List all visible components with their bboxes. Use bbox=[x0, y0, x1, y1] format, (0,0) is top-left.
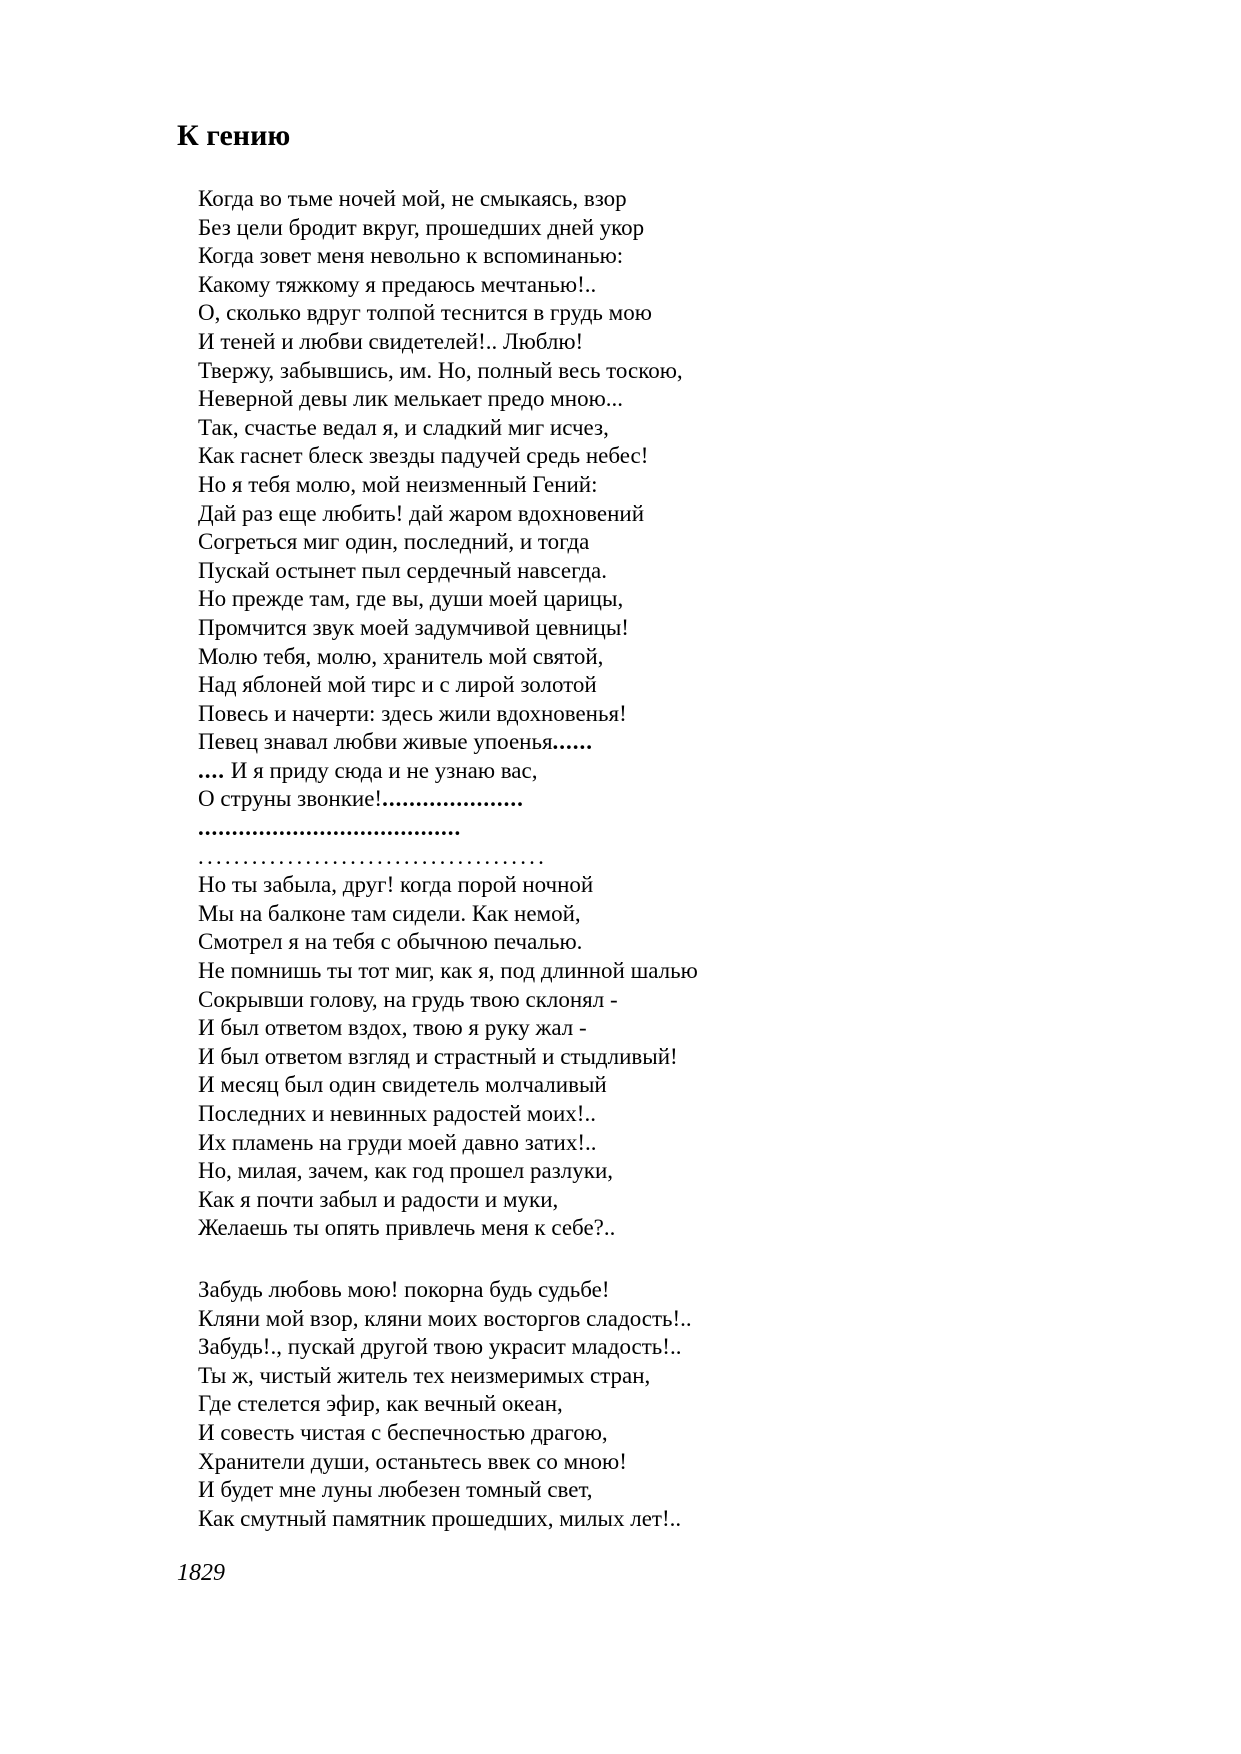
poem-line: Сокрывши голову, на грудь твою склонял - bbox=[198, 986, 618, 1012]
poem-line: Над яблоней мой тирс и с лирой золотой bbox=[198, 672, 597, 698]
poem-line: Твержу, забывшись, им. Но, полный весь тоскою, bbox=[198, 357, 683, 383]
poem-line: Забудь любовь мою! покорна будь судьбе! bbox=[198, 1277, 610, 1302]
ellipsis-dots: ..................... bbox=[382, 786, 524, 812]
poem-stanza-2 bbox=[198, 1276, 692, 1533]
poem-line: Ты ж, чистый житель тех неизмеримых стран, bbox=[198, 1362, 651, 1388]
poem-line: Желаешь ты опять привлечь меня к себе?.. bbox=[198, 1215, 616, 1241]
poem-line: Хранители души, останьтесь ввек со мною! bbox=[198, 1448, 627, 1474]
poem-line: Смотрел я на тебя с обычною печалью. bbox=[198, 929, 583, 955]
poem-line: Молю тебя, молю, хранитель мой святой, bbox=[198, 643, 604, 669]
poem-line: Без цели бродит вкруг, прошедших дней укор bbox=[198, 214, 645, 240]
poem-line: И будет мне луны любезен томный свет, bbox=[198, 1477, 593, 1503]
poem-line: Пускай остынет пыл сердечный навсегда. bbox=[198, 557, 608, 583]
poem-line: Мы на балконе там сидели. Как немой, bbox=[198, 900, 581, 926]
poem-line: Но, милая, зачем, как год прошел разлуки, bbox=[198, 1158, 614, 1184]
poem-line: Повесь и начерти: здесь жили вдохновенья! bbox=[198, 700, 627, 726]
poem-title: К гению bbox=[177, 119, 291, 152]
poem-line bbox=[198, 785, 698, 814]
poem-line: Но ты забыла, друг! когда порой ночной bbox=[198, 872, 594, 898]
poem-line: Дай раз еще любить! дай жаром вдохновений bbox=[198, 500, 645, 526]
poem-line: Как гаснет блеск звезды падучей средь небес! bbox=[198, 443, 649, 469]
poem-line-text: И я приду сюда и не узнаю вас, bbox=[225, 757, 538, 783]
poem-line: Не помнишь ты тот миг, как я, под длинной шалью bbox=[198, 958, 698, 984]
poem-line: Но я тебя молю, мой неизменный Гений: bbox=[198, 471, 598, 497]
poem-line bbox=[198, 757, 698, 786]
poem-line: Но прежде там, где вы, души моей царицы, bbox=[198, 586, 624, 612]
poem-line: И был ответом вздох, твою я руку жал - bbox=[198, 1015, 587, 1041]
poem-line: Как смутный памятник прошедших, милых лет!.. bbox=[198, 1505, 682, 1531]
poem-line: Как я почти забыл и радости и муки, bbox=[198, 1186, 559, 1212]
poem-line: Их пламень на груди моей давно затих!.. bbox=[198, 1129, 597, 1155]
poem-line: Неверной девы лик мелькает предо мною... bbox=[198, 386, 624, 412]
poem-line: Так, счастье ведал я, и сладкий миг исчез, bbox=[198, 414, 609, 440]
poem-line: О, сколько вдруг толпой теснится в грудь мою bbox=[198, 300, 652, 326]
poem-line: Когда зовет меня невольно к вспоминанью: bbox=[198, 243, 624, 269]
poem-line: Забудь!., пускай другой твою украсит младость!.. bbox=[198, 1334, 682, 1360]
poem-line: Последних и невинных радостей моих!.. bbox=[198, 1101, 596, 1126]
ellipsis-dots: .... bbox=[198, 757, 225, 783]
poem-line: Согреться миг один, последний, и тогда bbox=[198, 529, 590, 555]
poem-line: Промчится звук моей задумчивой цевницы! bbox=[198, 614, 629, 640]
poem-line: Какому тяжкому я предаюсь мечтанью!.. bbox=[198, 271, 597, 297]
dotted-line: ....................................... bbox=[198, 843, 548, 869]
poem-line: Кляни мой взор, кляни моих восторгов сладость!.. bbox=[198, 1305, 692, 1331]
poem-stanza-1 bbox=[198, 185, 698, 1243]
poem-line: Где стелется эфир, как вечный океан, bbox=[198, 1391, 563, 1417]
ellipsis-dots: ...... bbox=[552, 729, 594, 755]
poem-line bbox=[198, 728, 698, 757]
poem-line-text: Певец знавал любви живые упоенья bbox=[198, 729, 553, 755]
dotted-line: ....................................... bbox=[198, 815, 462, 841]
poem-date: 1829 bbox=[177, 1560, 225, 1586]
poem-line: И теней и любви свидетелей!.. Люблю! bbox=[198, 328, 584, 354]
poem-line: И был ответом взгляд и страстный и стыдливый! bbox=[198, 1043, 678, 1069]
poem-line: Когда во тьме ночей мой, не смыкаясь, взор bbox=[198, 186, 627, 211]
poem-line: И совесть чистая с беспечностью драгою, bbox=[198, 1419, 608, 1445]
poem-line-text: О струны звонкие! bbox=[198, 786, 383, 812]
poem-line: И месяц был один свидетель молчаливый bbox=[198, 1072, 607, 1098]
